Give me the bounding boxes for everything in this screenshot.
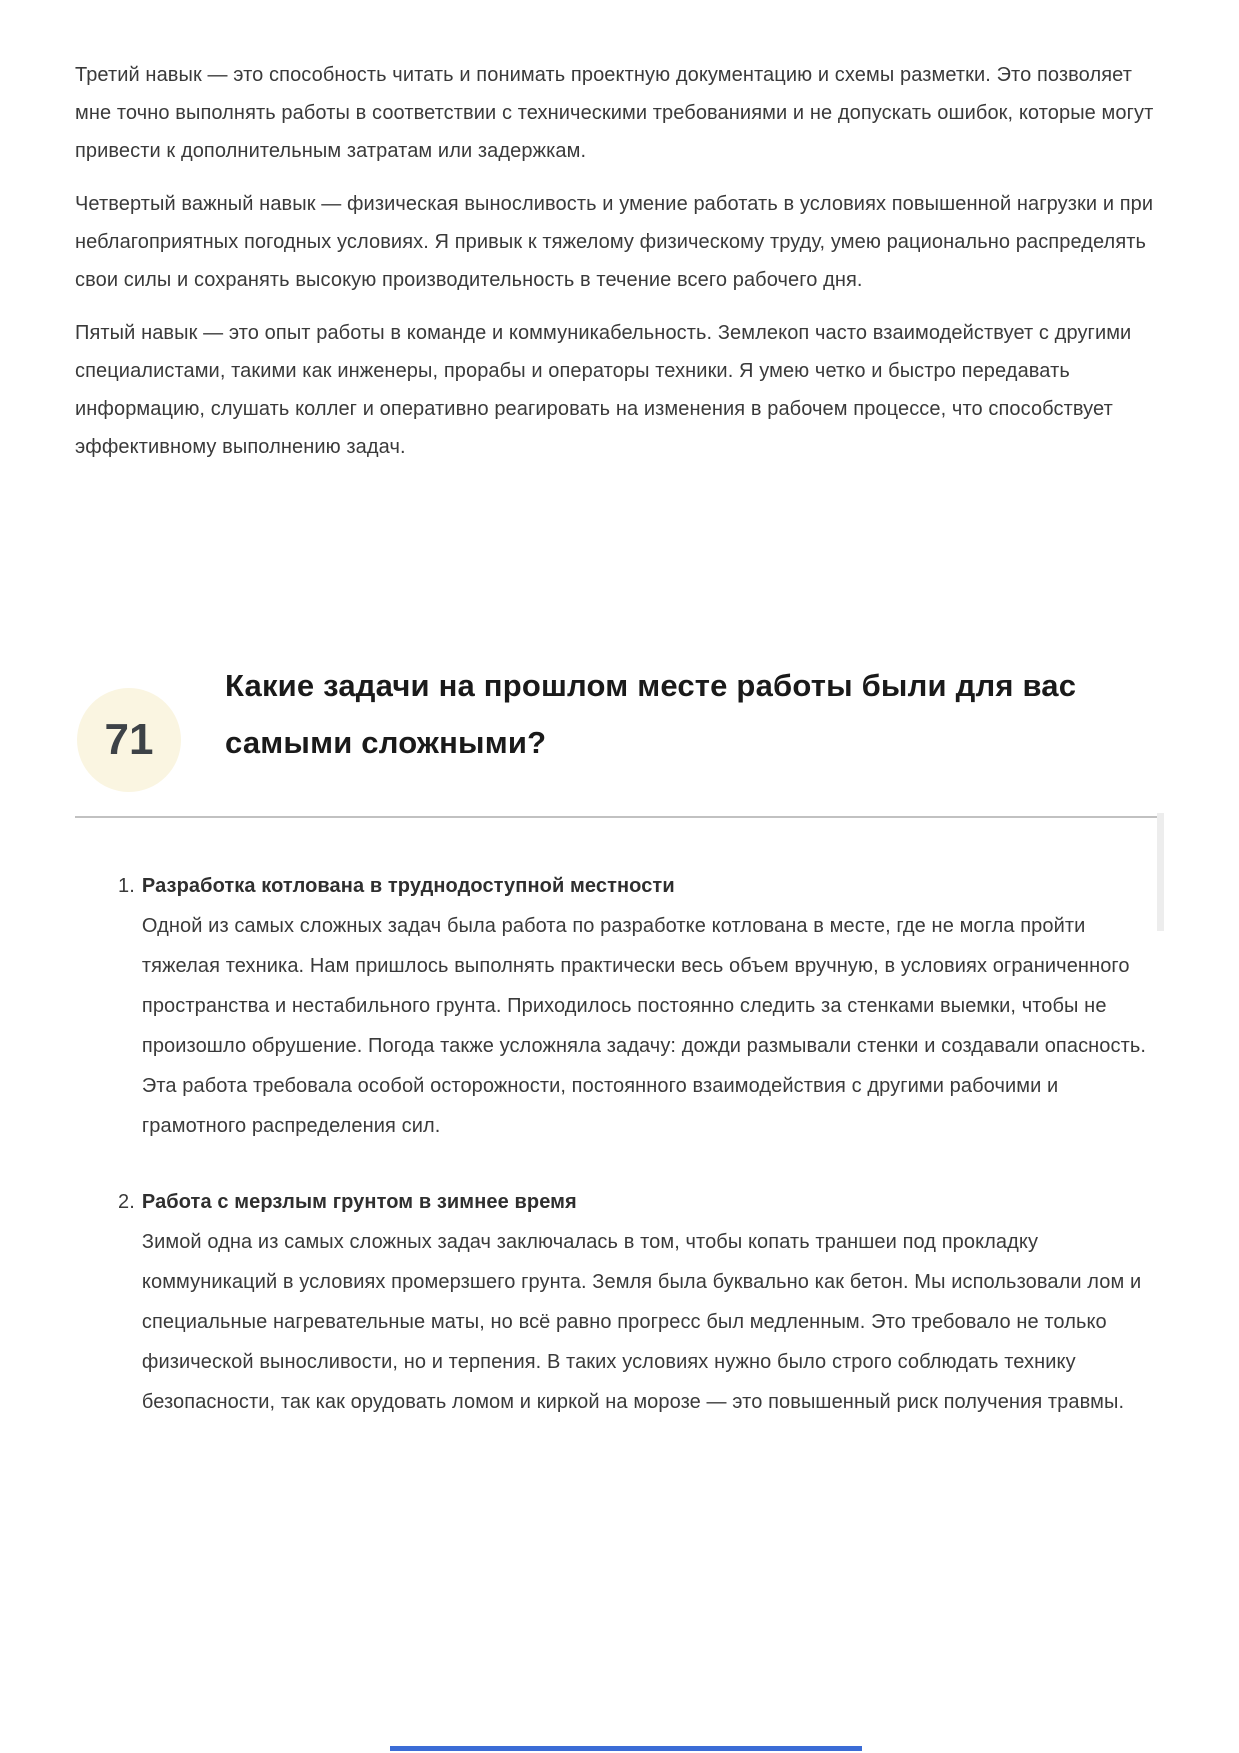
list-item-number: 1. — [118, 875, 135, 897]
question-number-badge: 71 — [77, 688, 181, 792]
list-item — [118, 866, 1157, 1146]
section-divider — [75, 816, 1157, 818]
list-item-title: Разработка котлована в труднодоступной местности — [141, 875, 675, 897]
bottom-progress-bar — [390, 1746, 862, 1751]
list-item-body: Зимой одна из самых сложных задач заключалась в том, чтобы копать траншеи под прокладку коммуникаций в условиях промерзшего грунта. Земля была буквально как бетон. Мы использовали лом и специальные нагревательные маты, но всё равно прогресс был медленным. Это требовало не только физической выносливости, но и терпения. В таких условиях нужно было строго соблюдать технику безопасности, так как орудовать ломом и киркой на морозе — это повышенный риск получения травмы. — [141, 1231, 1142, 1413]
list-item-content — [142, 866, 1157, 1146]
answers-list — [118, 866, 1157, 1422]
question-title: Какие задачи на прошлом месте работы были для вас самыми сложными? — [225, 668, 1077, 760]
list-item — [118, 1182, 1157, 1422]
skill-paragraph-fourth: Четвертый важный навык — физическая выносливость и умение работать в условиях повышенной нагрузки и при неблагоприятных погодных условиях. Я привык к тяжелому физическому труду, умею рационально распределять свои силы и сохранять высокую производительность в течение всего рабочего дня. — [75, 193, 1154, 291]
page-edge-strip — [1157, 813, 1164, 931]
question-header — [75, 626, 1157, 792]
list-item-content — [142, 1182, 1157, 1422]
list-item-title: Работа с мерзлым грунтом в зимнее время — [141, 1191, 577, 1213]
list-item-body: Одной из самых сложных задач была работа по разработке котлована в месте, где не могла пройти тяжелая техника. Нам пришлось выполнять практически весь объем вручную, в условиях ограниченного пространства и нестабильного грунта. Приходилось постоянно следить за стенками выемки, чтобы не произошло обрушение. Погода также усложняла задачу: дожди размывали стенки и создавали опасность. Эта работа требовала особой осторожности, постоянного взаимодействия с другими рабочими и грамотного распределения сил. — [141, 915, 1147, 1137]
list-item-number: 2. — [118, 1191, 135, 1213]
skill-paragraph-third: Третий навык — это способность читать и понимать проектную документацию и схемы разметки. Это позволяет мне точно выполнять работы в соответствии с техническими требованиями и не допускать ошибок, которые могут привести к дополнительным затратам или задержкам. — [75, 64, 1154, 162]
skill-paragraph-fifth: Пятый навык — это опыт работы в команде и коммуникабельность. Землекоп часто взаимодействует с другими специалистами, такими как инженеры, прорабы и операторы техники. Я умею четко и быстро передавать информацию, слушать коллег и оперативно реагировать на изменения в рабочем процессе, что способствует эффективному выполнению задач. — [75, 322, 1132, 458]
